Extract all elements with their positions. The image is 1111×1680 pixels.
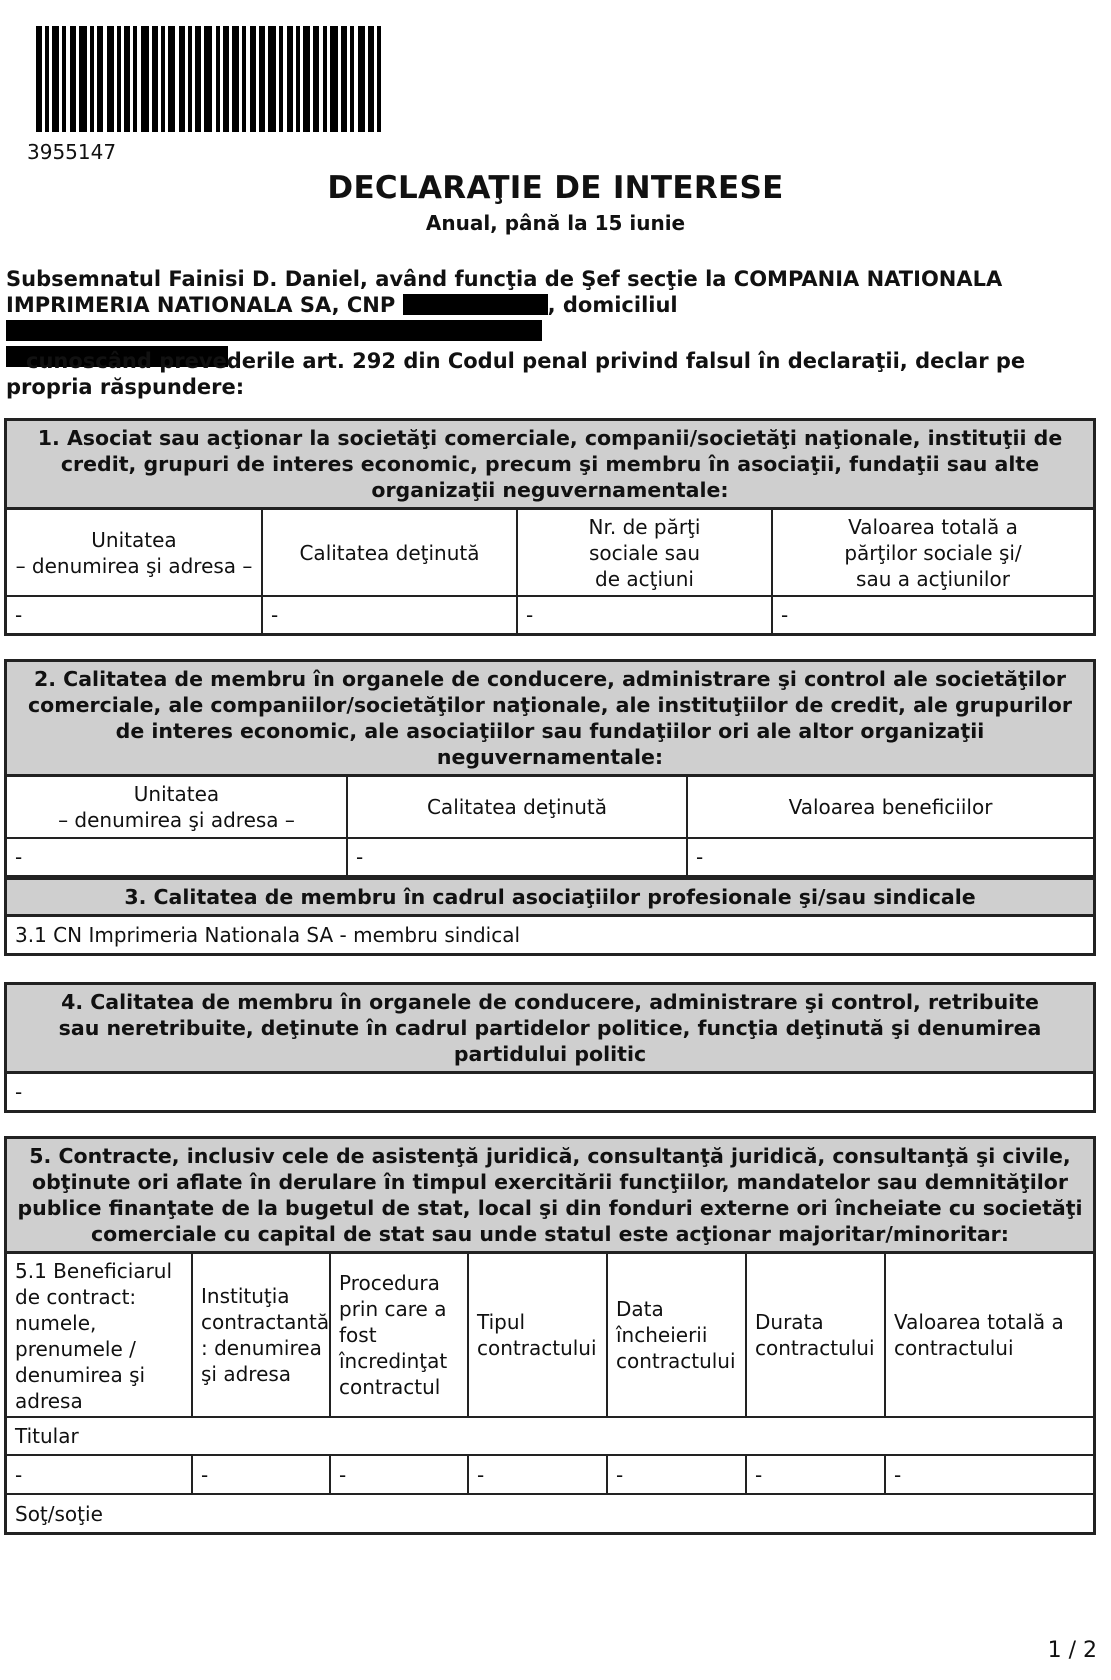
col-header: Valoarea beneficiilor <box>788 795 993 819</box>
section-2-heading: 2. Calitatea de membru în organele de conducere, administrare şi control ale societăţilor comerciale, ale companiilor/societăţilor naţionale, ale instituţiilor de credit, ale grupurilor de interes economic, ale asociaţiilor sau fundaţiilor ori ale altor organizaţii neguvernamentale: <box>7 662 1093 777</box>
section-2-header-row <box>7 777 1093 839</box>
section-5-header-row <box>7 1254 1093 1418</box>
legal-declaration <box>6 348 1096 400</box>
document-title: DECLARAŢIE DE INTERESE <box>327 170 784 206</box>
redacted-address <box>6 320 542 341</box>
table-cell: - <box>193 1456 331 1493</box>
table-cell: - <box>747 1456 886 1493</box>
table-cell: - <box>469 1456 608 1493</box>
table-cell: - <box>696 845 704 869</box>
section-3-heading: 3. Calitatea de membru în cadrul asociaţiilor profesionale şi/sau sindicale <box>7 880 1093 917</box>
table-cell: 3.1 CN Imprimeria Nationala SA - membru sindical <box>15 923 521 947</box>
col-header: Calitatea deţinută <box>348 777 688 837</box>
col-header: Calitatea deţinută <box>263 510 518 595</box>
col-header: Data încheierii contractului <box>608 1254 747 1416</box>
section-5 <box>4 1136 1096 1535</box>
col-header: Nr. de părţi sociale sau de acţiuni <box>518 510 773 595</box>
titular-row <box>7 1418 1093 1456</box>
table-cell: - <box>7 597 263 633</box>
section-5-heading: 5. Contracte, inclusiv cele de asistenţă juridică, consultanţă juridică, consultanţă şi civile, obţinute ori aflate în derulare în timpul exercitării funcţiilor, mandatelor sau demnităţilor publice finanţate de la bugetul de stat, local şi din fonduri externe ori încheiate cu societăţi comerciale cu capital de stat sau unde statul este acţionar majoritar/minoritar: <box>7 1139 1093 1254</box>
table-row <box>7 839 1093 875</box>
section-2 <box>4 659 1096 878</box>
declaration-text: cunoscând prevederile art. 292 din Codul penal privind falsul în declaraţii, declar pe propria răspundere: <box>6 349 1026 399</box>
section-1-heading: 1. Asociat sau acţionar la societăţi comerciale, companii/societăţi naţionale, instituţii de credit, grupuri de interes economic, precum şi membru în asociaţii, fundaţii sau alte organizaţii neguvernamentale: <box>7 421 1093 510</box>
table-row <box>7 1456 1093 1495</box>
table-row <box>7 597 1093 633</box>
table-cell: - <box>15 1080 23 1104</box>
titular-label: Titular <box>15 1424 79 1448</box>
col-header: Valoarea totală a părţilor sociale şi/ sau a acţiunilor <box>844 514 1022 591</box>
table-cell: - <box>7 839 348 875</box>
col-header: Tipul contractului <box>469 1254 608 1416</box>
col-header: Unitatea – denumirea şi adresa – <box>7 510 263 595</box>
table-cell: - <box>263 597 518 633</box>
spouse-label: Soţ/soţie <box>15 1501 103 1526</box>
col-header: Durata contractului <box>747 1254 886 1416</box>
table-cell: - <box>348 839 688 875</box>
document-subtitle: Anual, până la 15 iunie <box>425 211 686 235</box>
spouse-row <box>7 1495 1093 1532</box>
section-1-header-row <box>7 510 1093 597</box>
col-header: 5.1 Beneficiarul de contract: numele, prenumele / denumirea şi adresa <box>7 1254 193 1416</box>
table-row <box>7 917 1093 953</box>
table-cell: - <box>518 597 773 633</box>
col-header: Valoarea totală a contractului <box>894 1310 1064 1360</box>
document-number: 3955147 <box>27 140 117 164</box>
redacted-cnp <box>403 294 548 315</box>
table-cell: - <box>608 1456 747 1493</box>
page-number: 1 / 2 <box>1047 1638 1097 1663</box>
col-header: Unitatea – denumirea şi adresa – <box>7 777 348 837</box>
barcode <box>36 26 599 132</box>
table-cell: - <box>781 603 789 627</box>
section-4 <box>4 982 1096 1113</box>
table-row <box>7 1074 1093 1110</box>
col-header: Instituţia contractantă : denumirea şi adresa <box>193 1254 331 1416</box>
col-header: Procedura prin care a fost încredinţat contractul <box>331 1254 469 1416</box>
section-1 <box>4 418 1096 636</box>
table-cell: - <box>7 1456 193 1493</box>
section-4-heading: 4. Calitatea de membru în organele de conducere, administrare şi control, retribuite sau neretribuite, deţinute în cadrul partidelor politice, funcţia deţinută şi denumirea partidului politic <box>7 985 1093 1074</box>
table-cell: - <box>894 1462 902 1487</box>
section-3 <box>4 877 1096 956</box>
declarant-intro-text: Subsemnatul Fainisi D. Daniel, având funcţia de Şef secţie la COMPANIA NATIONALA IMPRIMERIA NATIONALA SA, CNP <box>6 267 1003 317</box>
table-cell: - <box>331 1456 469 1493</box>
domicile-label: , domiciliul <box>547 293 678 317</box>
